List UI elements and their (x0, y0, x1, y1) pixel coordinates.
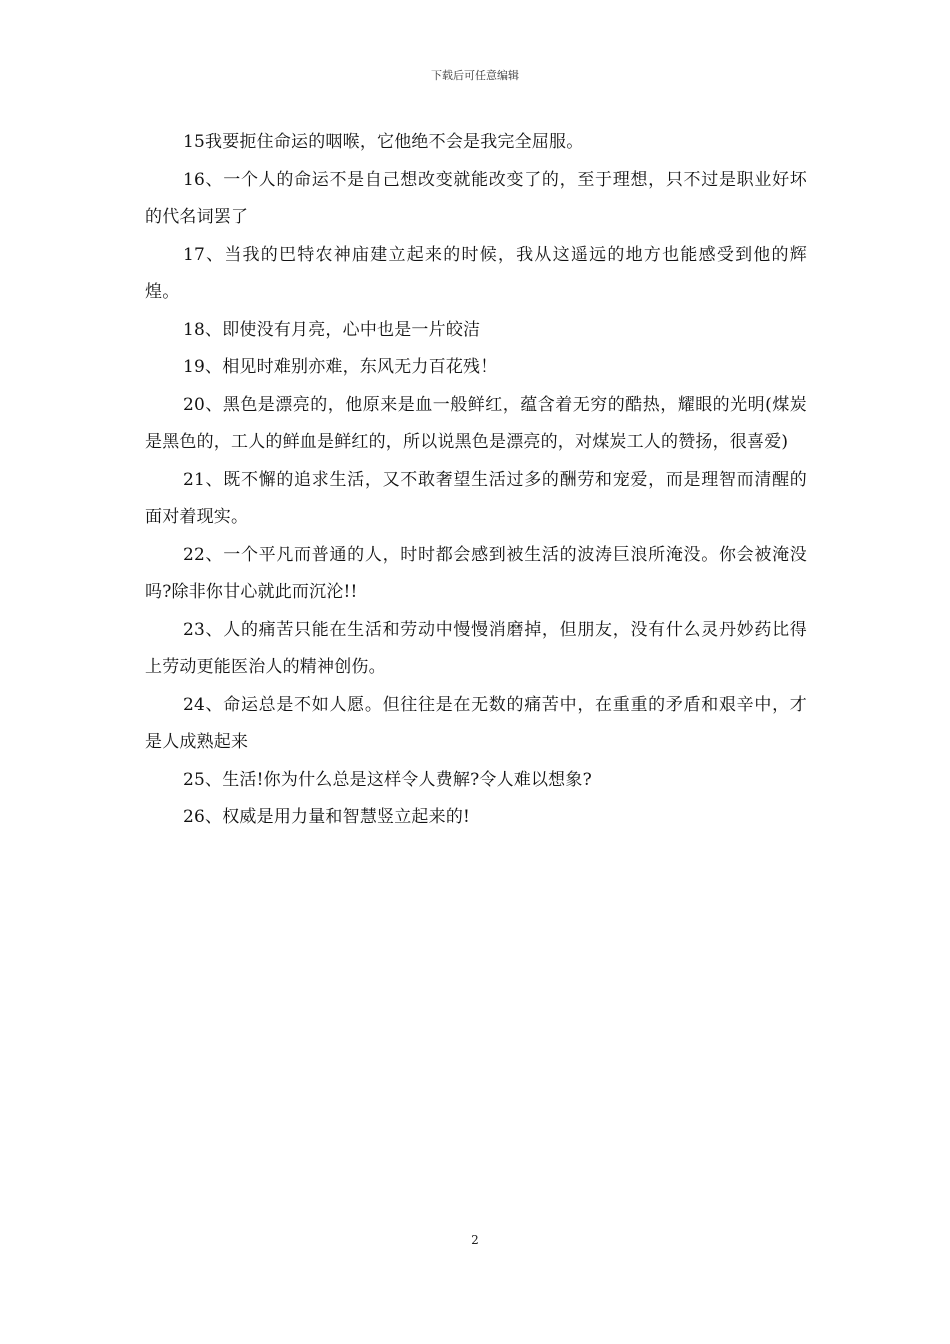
paragraph-23: 23、人的痛苦只能在生活和劳动中慢慢消磨掉，但朋友，没有什么灵丹妙药比得上劳动更能医治人的精神创伤。 (145, 619, 807, 677)
page-number: 2 (471, 1233, 479, 1247)
paragraph-16: 16、一个人的命运不是自己想改变就能改变了的，至于理想，只不过是职业好坏的代名词罢了 (145, 169, 807, 227)
paragraph-22: 22、一个平凡而普通的人，时时都会感到被生活的波涛巨浪所淹没。你会被淹没吗?除非你甘心就此而沉沦!! (145, 544, 807, 602)
paragraph-19: 19、相见时难别亦难，东风无力百花残！ (183, 357, 498, 377)
paragraph-26: 26、权威是用力量和智慧竖立起来的! (183, 807, 471, 827)
paragraph-24: 24、命运总是不如人愿。但往往是在无数的痛苦中，在重重的矛盾和艰辛中，才是人成熟起来 (145, 694, 807, 752)
paragraph-15: 15我要扼住命运的咽喉，它他绝不会是我完全屈服。 (183, 132, 584, 152)
paragraph-18: 18、即使没有月亮，心中也是一片皎洁 (183, 319, 481, 340)
paragraph-20: 20、黑色是漂亮的，他原来是血一般鲜红，蕴含着无穷的酷热，耀眼的光明(煤炭是黑色的，工人的鲜血是鲜红的，所以说黑色是漂亮的，对煤炭工人的赞扬，很喜爱) (145, 394, 807, 452)
paragraph-25: 25、生活!你为什么总是这样令人费解?令人难以想象? (183, 769, 592, 790)
paragraph-17: 17、当我的巴特农神庙建立起来的时候，我从这遥远的地方也能感受到他的辉煌。 (145, 244, 807, 302)
page-header: 下载后可任意编辑 (431, 69, 519, 82)
document-body (145, 124, 807, 837)
paragraph-21: 21、既不懈的追求生活，又不敢奢望生活过多的酬劳和宠爱，而是理智而清醒的面对着现实。 (145, 469, 807, 527)
